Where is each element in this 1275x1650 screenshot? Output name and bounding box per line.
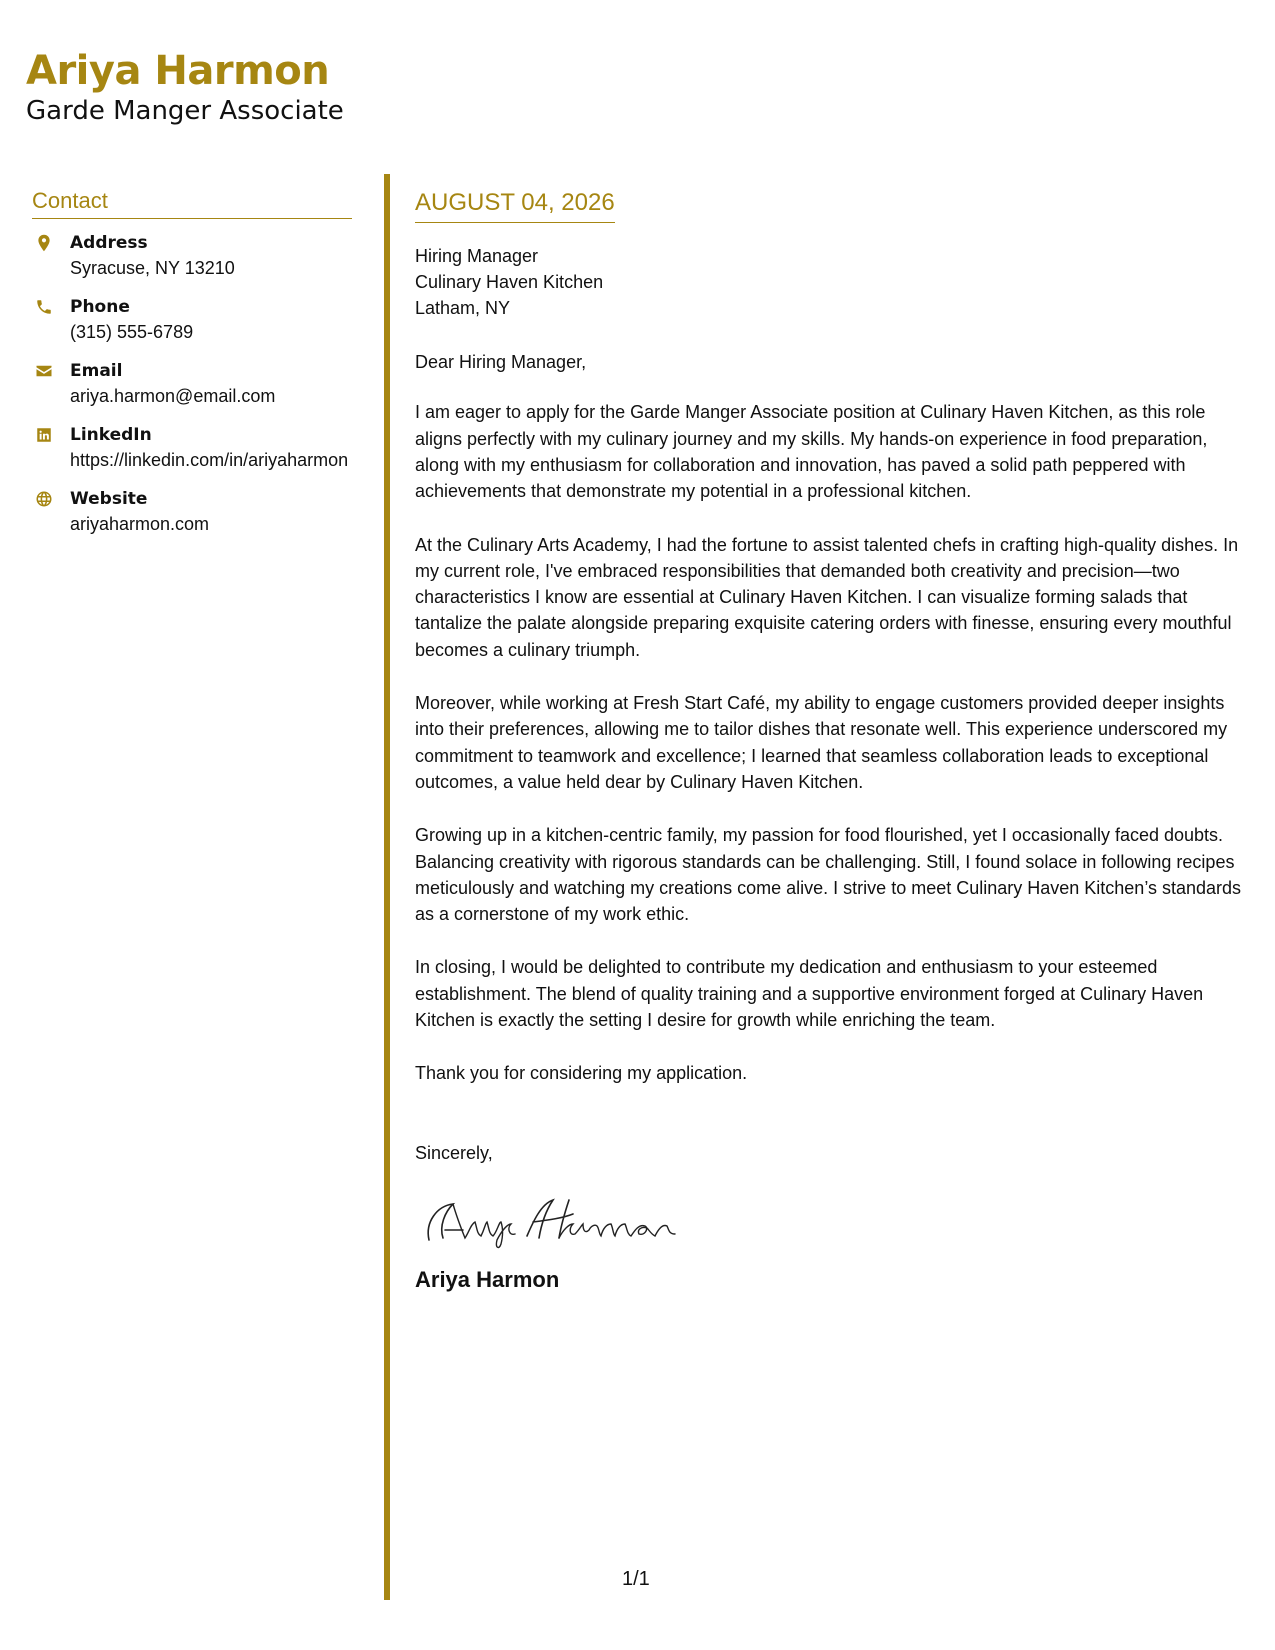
paragraph: Growing up in a kitchen-centric family, my passion for food flourished, yet I occasionally faced doubts. Balancing creativity with rigorous standards can be challenging. Still, I found solace in following recipes meticulously and watching my creations come alive. I strive to meet Culinary Haven Kitchen’s standards as a cornerstone of my work ethic.	[415, 825, 1242, 925]
contact-label: Email	[70, 361, 123, 381]
contact-label: Website	[70, 489, 148, 509]
contact-value: Syracuse, NY 13210	[70, 258, 235, 278]
contact-sidebar	[32, 188, 352, 551]
contact-address	[32, 231, 352, 281]
header	[26, 48, 344, 127]
greeting: Dear Hiring Manager,	[415, 352, 587, 373]
contact-value[interactable]: https://linkedin.com/in/ariyaharmon	[70, 450, 349, 470]
phone-icon	[35, 298, 53, 316]
linkedin-icon	[35, 426, 53, 444]
contact-value[interactable]: ariya.harmon@email.com	[70, 386, 276, 406]
job-title: Garde Manger Associate	[26, 96, 344, 126]
contact-label: LinkedIn	[70, 425, 152, 445]
contact-section-title: Contact	[32, 188, 352, 219]
vertical-divider	[384, 174, 390, 1600]
map-pin-icon	[35, 234, 53, 252]
applicant-name: Ariya Harmon	[26, 48, 330, 94]
letter-body	[415, 190, 1247, 1293]
signer-name: Ariya Harmon	[415, 1266, 560, 1292]
recipient-line: Culinary Haven Kitchen	[415, 272, 604, 293]
contact-linkedin	[32, 423, 352, 473]
globe-icon	[35, 490, 53, 508]
paragraph: Thank you for considering my application.	[415, 1063, 748, 1084]
contact-phone	[32, 295, 352, 345]
contact-label: Phone	[70, 297, 130, 317]
contact-value[interactable]: ariyaharmon.com	[70, 514, 210, 534]
signature	[423, 1192, 683, 1252]
envelope-icon	[35, 362, 53, 380]
recipient-line: Hiring Manager	[415, 246, 539, 267]
contact-website	[32, 487, 352, 537]
contact-label: Address	[70, 233, 148, 253]
closing: Sincerely,	[415, 1142, 493, 1163]
letter-date: AUGUST 04, 2026	[415, 190, 615, 223]
paragraph: At the Culinary Arts Academy, I had the fortune to assist talented chefs in crafting high-quality dishes. In my current role, I've embraced responsibilities that demanded both creativity and precision—two characteristics I know are essential at Culinary Haven Kitchen. I can visualize forming salads that tantalize the palate alongside preparing exquisite catering orders with finesse, ensuring every mouthful becomes a culinary triumph.	[415, 534, 1239, 660]
recipient-line: Latham, NY	[415, 298, 511, 319]
page-number: 1/1	[622, 1568, 650, 1590]
recipient-block	[415, 243, 1247, 321]
paragraph: In closing, I would be delighted to contribute my dedication and enthusiasm to your esteemed establishment. The blend of quality training and a supportive environment forged at Culinary Haven Kitchen is exactly the setting I desire for growth while enriching the team.	[415, 957, 1204, 1031]
contact-value: (315) 555-6789	[70, 322, 194, 342]
paragraph: Moreover, while working at Fresh Start Café, my ability to engage customers provided deeper insights into their preferences, allowing me to tailor dishes that resonate well. This experience underscored my commitment to teamwork and excellence; I learned that seamless collaboration leads to exceptional outcomes, a value held dear by Culinary Haven Kitchen.	[415, 693, 1228, 792]
contact-email	[32, 359, 352, 409]
paragraph: I am eager to apply for the Garde Manger Associate position at Culinary Haven Kitchen, as this role aligns perfectly with my culinary journey and my skills. My hands-on experience in food preparation, along with my enthusiasm for collaboration and innovation, has paved a solid path peppered with achievements that demonstrate my potential in a professional kitchen.	[415, 402, 1208, 502]
